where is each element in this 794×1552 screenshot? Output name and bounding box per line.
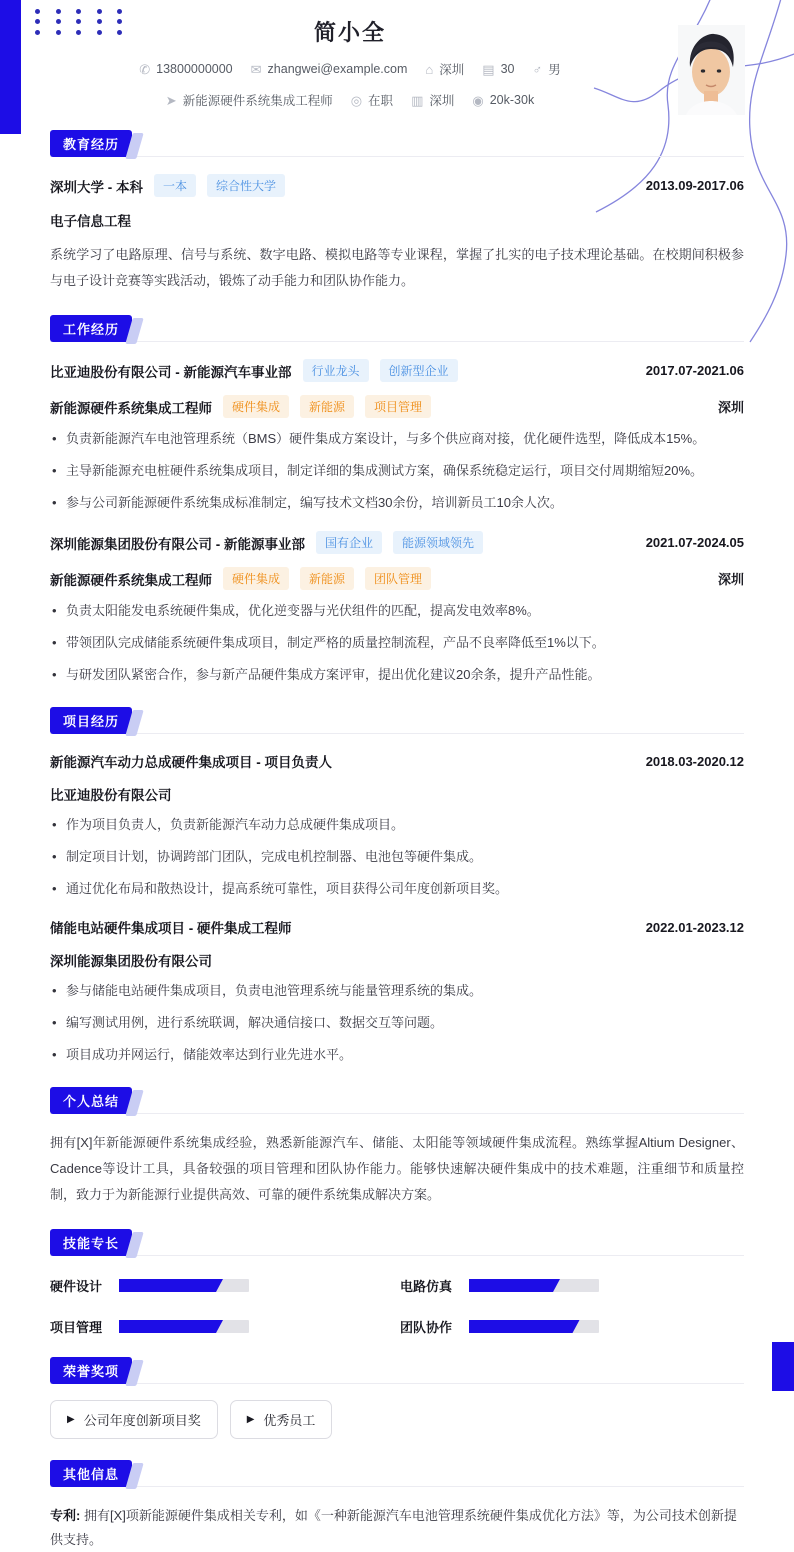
- job-skill-tag: 团队管理: [365, 567, 431, 590]
- section-projects: [50, 711, 744, 1066]
- gender-icon: ♂: [532, 61, 543, 77]
- city-icon: ▥: [411, 92, 424, 108]
- project-company-row: [50, 950, 744, 970]
- job-status-item: [351, 91, 393, 109]
- project-company-row: [50, 784, 744, 804]
- education-header: [50, 134, 744, 157]
- company-name: 比亚迪股份有限公司 - 新能源汽车事业部: [50, 364, 292, 380]
- other-header: [50, 1464, 744, 1487]
- age-item: [482, 62, 514, 76]
- job-skill-tag: 硬件集成: [223, 395, 289, 418]
- phone-item: [139, 62, 232, 76]
- target-position-value: 新能源硬件系统集成工程师: [182, 94, 333, 108]
- project-name-row: [50, 917, 744, 937]
- gender-item: [532, 60, 560, 78]
- skill-label: 电路仿真: [400, 1279, 453, 1294]
- section-summary: [50, 1091, 744, 1208]
- project-name-row: [50, 751, 744, 771]
- work-title-row: [50, 567, 744, 590]
- work-location: 深圳: [717, 572, 744, 587]
- project-name: 储能电站硬件集成项目 - 硬件集成工程师: [50, 921, 292, 936]
- education-entry-head: [50, 174, 744, 197]
- work-header: [50, 319, 744, 342]
- project-bullet: • 通过优化布局和散热设计，提高系统可靠性，项目获得公司年度创新项目奖。: [50, 877, 744, 900]
- summary-text: 拥有[X]年新能源硬件系统集成经验，熟悉新能源汽车、储能、太阳能等领域硬件集成流程。熟练掌握Altium Designer、Cadence等设计工具，具备较强的项目管理和团队协作能力。能够快速解决硬件集成中的技术难题，注重细节和质量控制，致力于为新能源行业提供高效、可靠的硬件系统集成解决方案。: [50, 1135, 744, 1202]
- gender-value: 男: [548, 63, 561, 77]
- target-position-item: [166, 91, 333, 109]
- honor-chip[interactable]: [230, 1400, 333, 1439]
- skills-header-badge: 技能专长: [50, 1229, 132, 1256]
- projects-header-badge: 项目经历: [50, 707, 132, 734]
- company-name: 深圳能源集团股份有限公司 - 新能源事业部: [50, 536, 305, 552]
- job-status-value: 在职: [368, 94, 394, 108]
- project-bullets: [50, 979, 744, 1066]
- work-bullet: • 与研发团队紧密合作，参与新产品硬件集成方案评审，提出优化建议20余条，提升产品性能。: [50, 663, 744, 686]
- section-skills: [50, 1233, 744, 1336]
- work-header-badge: 工作经历: [50, 315, 132, 342]
- email-icon: ✉: [250, 61, 262, 77]
- contact-row-1: [0, 60, 700, 78]
- skills-grid: [50, 1276, 744, 1336]
- skill-label: 硬件设计: [50, 1279, 103, 1294]
- work-date: 2017.07-2021.06: [645, 363, 744, 378]
- honor-label: 优秀员工: [263, 1413, 316, 1428]
- work-bullet: • 参与公司新能源硬件系统集成标准制定，编写技术文档30余份，培训新员工10余人次。: [50, 491, 744, 514]
- age-value: 30: [500, 62, 515, 76]
- job-skill-tag: 新能源: [300, 567, 354, 590]
- resume-header: [0, 0, 794, 109]
- honors-header: [50, 1361, 744, 1384]
- project-bullet: • 制定项目计划，协调跨部门团队，完成电机控制器、电池包等硬件集成。: [50, 845, 744, 868]
- education-tag: 综合性大学: [207, 174, 285, 197]
- summary-header-badge: 个人总结: [50, 1087, 132, 1114]
- major-name: 电子信息工程: [50, 214, 131, 229]
- work-bullet: • 负责太阳能发电系统硬件集成，优化逆变器与光伏组件的匹配，提高发电效率8%。: [50, 599, 744, 622]
- job-title: 新能源硬件系统集成工程师: [50, 572, 212, 588]
- contact-row-2: [0, 91, 700, 109]
- project-bullet: • 项目成功并网运行，储能效率达到行业先进水平。: [50, 1043, 744, 1066]
- work-city-value: 深圳: [429, 94, 455, 108]
- work-bullet: • 带领团队完成储能系统硬件集成项目，制定严格的质量控制流程，产品不良率降低至1%以下。: [50, 631, 744, 654]
- work-title-row: [50, 395, 744, 418]
- work-location: 深圳: [717, 400, 744, 415]
- phone-value: 13800000000: [156, 62, 233, 76]
- work-bullet: • 主导新能源充电桩硬件系统集成项目，制定详细的集成测试方案，确保系统稳定运行，项目交付周期缩短20%。: [50, 459, 744, 482]
- job-skill-tag: 新能源: [300, 395, 354, 418]
- job-skill-tag: 项目管理: [365, 395, 431, 418]
- education-major-row: [50, 210, 744, 230]
- skill-item: [50, 1276, 400, 1295]
- project-entry: [50, 751, 744, 900]
- email-value: zhangwei@example.com: [267, 62, 408, 76]
- profile-photo: [678, 25, 745, 115]
- section-other: [50, 1464, 744, 1552]
- skill-progress-bar: [469, 1320, 599, 1333]
- home-icon: ⌂: [425, 61, 434, 77]
- other-info-label: 专利:: [50, 1508, 81, 1523]
- education-tag: 一本: [154, 174, 196, 197]
- project-date: 2022.01-2023.12: [645, 919, 744, 935]
- education-description: 系统学习了电路原理、信号与系统、数字电路、模拟电路等专业课程，掌握了扎实的电子技术理论基础。在校期间积极参与电子设计竞赛等实践活动，锻炼了动手能力和团队协作能力。: [50, 247, 744, 288]
- project-company: 深圳能源集团股份有限公司: [50, 954, 212, 969]
- skill-label: 团队协作: [400, 1320, 453, 1335]
- play-icon: ▶: [67, 1413, 75, 1425]
- project-bullet: • 作为项目负责人，负责新能源汽车动力总成硬件集成项目。: [50, 813, 744, 836]
- projects-header: [50, 711, 744, 734]
- project-bullet: • 参与储能电站硬件集成项目，负责电池管理系统与能量管理系统的集成。: [50, 979, 744, 1002]
- section-honors: [50, 1361, 744, 1439]
- skill-item: [50, 1317, 400, 1336]
- work-entry: [50, 531, 744, 686]
- skill-item: [400, 1317, 750, 1336]
- phone-icon: ✆: [139, 61, 151, 77]
- skill-progress-bar: [119, 1279, 249, 1292]
- project-name: 新能源汽车动力总成硬件集成项目 - 项目负责人: [50, 755, 332, 770]
- honor-chip[interactable]: [50, 1400, 218, 1439]
- salary-value: 20k-30k: [489, 93, 535, 107]
- project-date: 2018.03-2020.12: [645, 753, 744, 769]
- project-bullet: • 编写测试用例，进行系统联调，解决通信接口、数据交互等问题。: [50, 1011, 744, 1034]
- skill-progress-bar: [119, 1320, 249, 1333]
- work-entry: [50, 359, 744, 514]
- email-item: [251, 62, 408, 76]
- education-header-badge: 教育经历: [50, 130, 132, 157]
- work-date: 2021.07-2024.05: [645, 535, 744, 550]
- company-tag: 国有企业: [316, 531, 382, 554]
- summary-header: [50, 1091, 744, 1114]
- company-tag: 创新型企业: [380, 359, 458, 382]
- skill-item: [400, 1276, 750, 1295]
- project-company: 比亚迪股份有限公司: [50, 788, 172, 803]
- status-icon: ◎: [350, 92, 363, 108]
- play-icon: ▶: [246, 1413, 255, 1425]
- section-education: [50, 134, 744, 294]
- project-bullets: [50, 813, 744, 900]
- skill-progress-bar: [469, 1279, 599, 1292]
- skill-label: 项目管理: [50, 1320, 103, 1335]
- work-bullet: • 负责新能源汽车电池管理系统（BMS）硬件集成方案设计，与多个供应商对接，优化硬件选型，降低成本15%。: [50, 427, 744, 450]
- work-bullets: [50, 599, 744, 686]
- honor-label: 公司年度创新项目奖: [83, 1413, 201, 1428]
- home-city-value: 深圳: [439, 63, 465, 77]
- other-info-text: 拥有[X]项新能源硬件集成相关专利，如《一种新能源汽车电池管理系统硬件集成优化方法》等，为公司技术创新提供支持。: [50, 1508, 737, 1547]
- job-title: 新能源硬件系统集成工程师: [50, 400, 212, 416]
- company-tag: 行业龙头: [303, 359, 369, 382]
- position-icon: ➤: [165, 92, 177, 108]
- job-skill-tag: 硬件集成: [223, 567, 289, 590]
- salary-icon: ◉: [472, 92, 484, 108]
- salary-item: [472, 93, 534, 107]
- resume-name: 简小全: [313, 20, 386, 45]
- home-city-item: [425, 60, 464, 78]
- other-header-badge: 其他信息: [50, 1460, 132, 1487]
- school-name: 深圳大学 - 本科: [50, 179, 143, 195]
- other-info-line: [50, 1504, 744, 1552]
- skills-header: [50, 1233, 744, 1256]
- section-work: [50, 319, 744, 686]
- education-date: 2013.09-2017.06: [645, 178, 744, 193]
- work-company-row: [50, 359, 744, 382]
- project-entry: [50, 917, 744, 1066]
- work-city-item: [411, 91, 454, 109]
- honors-header-badge: 荣誉奖项: [50, 1357, 132, 1384]
- age-icon: ▤: [482, 61, 495, 77]
- work-bullets: [50, 427, 744, 514]
- work-company-row: [50, 531, 744, 554]
- company-tag: 能源领域领先: [393, 531, 483, 554]
- honor-chips: [50, 1400, 744, 1439]
